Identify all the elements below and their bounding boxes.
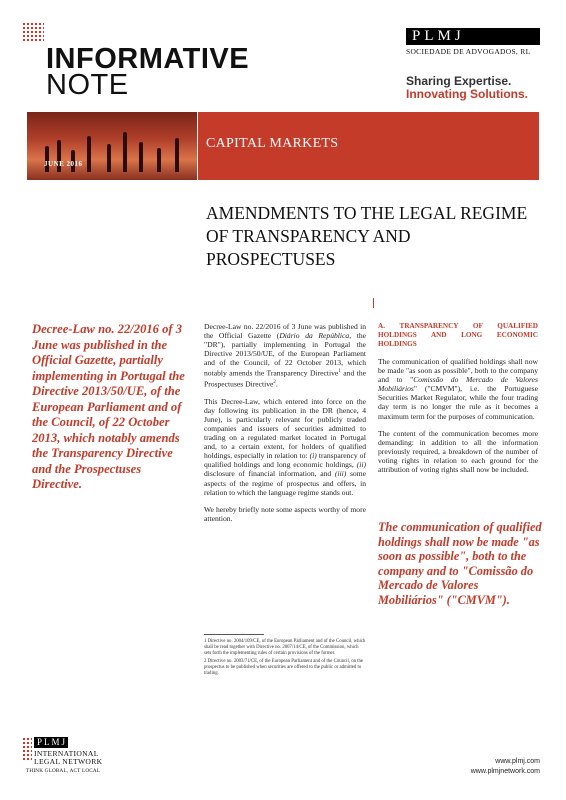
article-title: AMENDMENTS TO THE LEGAL REGIME OF TRANSPARENCY AND PROSPECTUSES: [206, 203, 528, 269]
footnotes: [204, 639, 366, 679]
footnote-divider: [204, 634, 264, 635]
footer-logo: PLMJ: [34, 737, 68, 748]
issue-date: JUNE 2016: [44, 160, 83, 168]
doc-title-line2: NOTE: [46, 69, 129, 101]
section-title: CAPITAL MARKETS: [206, 136, 339, 151]
footer-network-line2: LEGAL NETWORK: [34, 757, 103, 766]
footer-link-plmj[interactable]: www.plmj.com: [495, 758, 540, 765]
tagline-sharing: Sharing Expertise.: [406, 74, 512, 88]
body-column-right: [378, 322, 538, 482]
body-paragraph: The content of the communication becomes more demanding: in addition to all the information previously required, a breakdown of the number of voting rights in relation to each ground for the attribution of voting rights shall now be included.: [378, 428, 538, 475]
body-paragraph: The communication of qualified holdings shall now be made "as soon as possible", both to the company and to "Comissão do Mercado de Valores Mobiliários" ("CMVM"), i.e. the Portuguese Securities Market Regulator, while the four trading day term is no longer the rule as it becomes a maximum term for the purposes of communication.: [378, 357, 538, 421]
body-column-left: [204, 322, 366, 531]
tagline-innovating: Innovating Solutions.: [406, 87, 528, 101]
footnote-2: 2 Directive no. 2003/71/CE, of the European Parliament and of the Council, on the prospectus to be published when securities are offered to the public or admitted to trading.: [204, 659, 364, 676]
dot-pattern-decoration: [22, 22, 44, 42]
pull-quote: The communication of qualified holdings shall now be made "as soon as possible", both to the company and to "Comissão do Mercado de Valores Mobiliários" ("CMVM").: [378, 520, 542, 607]
footer-network-line1: INTERNATIONAL: [34, 749, 99, 758]
footer-link-plmjnetwork[interactable]: www.plmjnetwork.com: [470, 768, 540, 775]
plmj-subtitle: SOCIEDADE DE ADVOGADOS, RL: [406, 47, 531, 56]
lede-text: Decree-Law no. 22/2016 of 3 June was published in the Official Gazette, partially implementing in Portugal the Directive 2013/50/UE, of the European Parliament and of the Council, of 22 October 2013, which notably amends the Transparency Directive and the Prospectuses Directive.: [32, 322, 185, 491]
doc-title-line1: INFORMATIVE: [46, 43, 250, 75]
body-paragraph: We hereby briefly note some aspects worthy of more attention.: [204, 504, 366, 523]
footnote-1: 1 Directive no. 2004/109/CE, of the European Parliament and of the Council, which shall be read together with Directive no. 2007/14/CE, of the Commission, which sets forth the implementing rules of certain provisions of the former.: [204, 639, 366, 656]
footer-dot-decoration: [22, 737, 32, 761]
section-heading: A. TRANSPARENCY OF QUALIFIED HOLDINGS AND LONG ECONOMIC HOLDINGS: [378, 322, 538, 348]
body-paragraph: Decree-Law no. 22/2016 of 3 June was published in the Official Gazette (Diário da República, the "DR"), partially implementing in Portugal the Directive 2013/50/UE, of the European Parliament and of the Council, of 22 October 2013, which notably amends the Transparency Directive$^1$ and the Prospectuses Directive$^2$.: [204, 322, 366, 389]
divider-mark: [373, 298, 374, 308]
plmj-logo: PLMJ: [406, 28, 540, 45]
body-paragraph: This Decree-Law, which entered into force on the day following its publication in the DR (hence, 4 June), is particularly relevant for publicly traded companies and issuers of securities admitted to trading on a regulated market located in Portugal and, to a certain extent, for holders of qualified holdings, especially in relation to: (i) transparency of qualified holdings and long economic holdings, (ii) disclosure of financial information, and (iii) some aspects of the regime of prospectus and offers, in relation to which the language regime stands out.: [204, 396, 366, 497]
header-photo: [27, 112, 197, 180]
footer-motto: THINK GLOBAL, ACT LOCAL: [26, 768, 101, 774]
